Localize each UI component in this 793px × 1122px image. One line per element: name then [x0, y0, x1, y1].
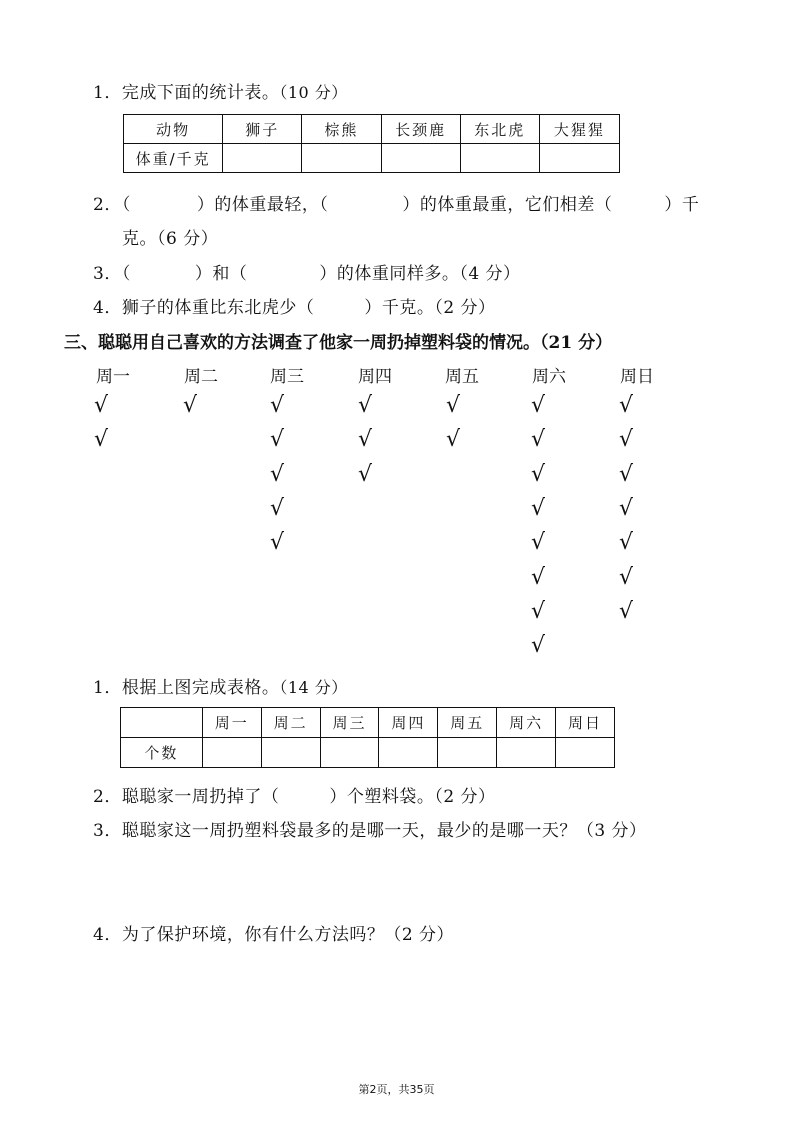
table-header-cell — [121, 708, 203, 738]
table-header-row — [124, 115, 620, 144]
answer-area[interactable] — [93, 848, 713, 910]
check-mark-icon: √ — [270, 393, 285, 418]
table-header-cell: 长颈鹿 — [381, 115, 460, 144]
table-header-cell: 周三 — [320, 708, 379, 738]
table-row — [121, 738, 615, 768]
check-mark-icon: √ — [531, 495, 546, 521]
bag-count-table — [120, 707, 615, 768]
answer-cell[interactable] — [556, 738, 615, 768]
question-text: 完成下面的统计表。 — [121, 83, 280, 103]
check-mark-icon: √ — [531, 598, 546, 624]
question-3 — [93, 816, 647, 841]
check-mark-icon: √ — [270, 427, 285, 453]
table-header-cell: 周二 — [261, 708, 320, 738]
question-text: 为了保护环境，你有什么方法吗？（2 分） — [121, 925, 455, 945]
question-number: 1． — [93, 678, 122, 698]
check-mark-icon: √ — [270, 530, 285, 556]
day-label: 周日 — [620, 367, 654, 387]
check-mark-icon: √ — [619, 564, 634, 590]
question-1 — [93, 78, 348, 103]
question-3 — [93, 259, 521, 284]
check-mark-icon: √ — [619, 461, 634, 487]
table-header-cell: 东北虎 — [460, 115, 539, 144]
text-fragment: 聪聪家一周扔掉了（ — [121, 787, 280, 807]
text-fragment: ）的体重同样多。（4 分） — [319, 264, 521, 284]
question-number: 3． — [93, 821, 122, 841]
answer-area[interactable] — [93, 952, 713, 1042]
check-mark-icon: √ — [270, 461, 285, 487]
table-header-cell: 周六 — [497, 708, 556, 738]
table-header-cell: 棕熊 — [302, 115, 381, 144]
text-fragment: （ — [121, 195, 131, 215]
question-number: 1． — [93, 83, 122, 103]
answer-cell[interactable] — [223, 144, 302, 173]
question-text: 聪聪家这一周扔塑料袋最多的是哪一天，最少的是哪一天？（3 分） — [121, 821, 647, 841]
question-number: 4． — [93, 925, 122, 945]
question-number: 2． — [93, 195, 122, 215]
check-mark-icon: √ — [531, 393, 546, 418]
check-mark-icon: √ — [531, 564, 546, 590]
answer-cell[interactable] — [302, 144, 381, 173]
text-fragment: 狮子的体重比东北虎少（ — [121, 298, 315, 318]
answer-cell[interactable] — [379, 738, 438, 768]
text-fragment: （ — [121, 264, 131, 284]
check-mark-icon: √ — [619, 598, 634, 624]
check-mark-icon: √ — [446, 393, 461, 418]
question-number: 4． — [93, 298, 122, 318]
table-header-cell: 周一 — [202, 708, 261, 738]
answer-cell[interactable] — [320, 738, 379, 768]
row-label: 体重/千克 — [124, 144, 223, 173]
answer-cell[interactable] — [202, 738, 261, 768]
day-label: 周三 — [270, 367, 304, 387]
table-header-cell: 周四 — [379, 708, 438, 738]
animal-weight-table — [123, 114, 620, 173]
question-2 — [93, 190, 699, 215]
check-mark-icon: √ — [358, 393, 373, 418]
question-text: 根据上图完成表格。 — [121, 678, 280, 698]
check-mark-icon: √ — [531, 461, 546, 487]
question-points: （14 分） — [279, 678, 348, 697]
check-mark-icon: √ — [531, 427, 546, 453]
day-label: 周二 — [184, 367, 218, 387]
question-1 — [93, 673, 348, 698]
text-fragment: ）个塑料袋。（2 分） — [329, 787, 496, 807]
question-2-continued: 克。（6 分） — [122, 229, 219, 249]
check-mark-icon: √ — [531, 530, 546, 556]
answer-cell[interactable] — [261, 738, 320, 768]
check-mark-icon: √ — [270, 495, 285, 521]
table-header-cell: 狮子 — [223, 115, 302, 144]
table-row — [124, 144, 620, 173]
answer-cell[interactable] — [381, 144, 460, 173]
section-heading: 三、聪聪用自己喜欢的方法调查了他家一周扔掉塑料袋的情况。（21 分） — [64, 333, 613, 353]
day-label: 周一 — [96, 367, 130, 387]
answer-cell[interactable] — [438, 738, 497, 768]
answer-cell[interactable] — [460, 144, 539, 173]
table-header-cell: 周五 — [438, 708, 497, 738]
check-mark-icon: √ — [619, 530, 634, 556]
table-header-cell: 动物 — [124, 115, 223, 144]
question-4 — [93, 293, 496, 318]
text-fragment: ）和（ — [194, 264, 248, 284]
question-number: 2． — [93, 787, 122, 807]
page-footer: 第2页，共35页 — [358, 1083, 435, 1096]
check-mark-icon: √ — [446, 427, 461, 453]
check-mark-icon: √ — [94, 427, 109, 453]
text-fragment: ）千克。（2 分） — [364, 298, 496, 318]
table-header-cell: 周日 — [556, 708, 615, 738]
table-header-row — [121, 708, 615, 738]
row-label: 个数 — [121, 738, 203, 768]
day-label: 周五 — [445, 367, 479, 387]
check-mark-icon: √ — [619, 495, 634, 521]
table-header-cell: 大猩猩 — [539, 115, 619, 144]
check-mark-icon: √ — [94, 393, 109, 418]
check-mark-icon: √ — [183, 393, 198, 418]
text-fragment: ）千 — [664, 195, 700, 215]
question-4 — [93, 920, 454, 945]
check-mark-icon: √ — [358, 461, 373, 487]
day-label: 周六 — [532, 367, 566, 387]
text-fragment: ）的体重最重，它们相差（ — [402, 195, 613, 215]
text-fragment: ）的体重最轻，（ — [196, 195, 329, 215]
check-mark-icon: √ — [358, 427, 373, 453]
question-number: 3． — [93, 264, 122, 284]
answer-cell[interactable] — [497, 738, 556, 768]
question-points: （10 分） — [279, 83, 348, 102]
answer-cell[interactable] — [539, 144, 619, 173]
check-mark-icon: √ — [619, 393, 634, 418]
check-mark-icon: √ — [619, 427, 634, 453]
question-2 — [93, 782, 496, 807]
check-mark-icon: √ — [531, 633, 546, 659]
day-label: 周四 — [358, 367, 392, 387]
